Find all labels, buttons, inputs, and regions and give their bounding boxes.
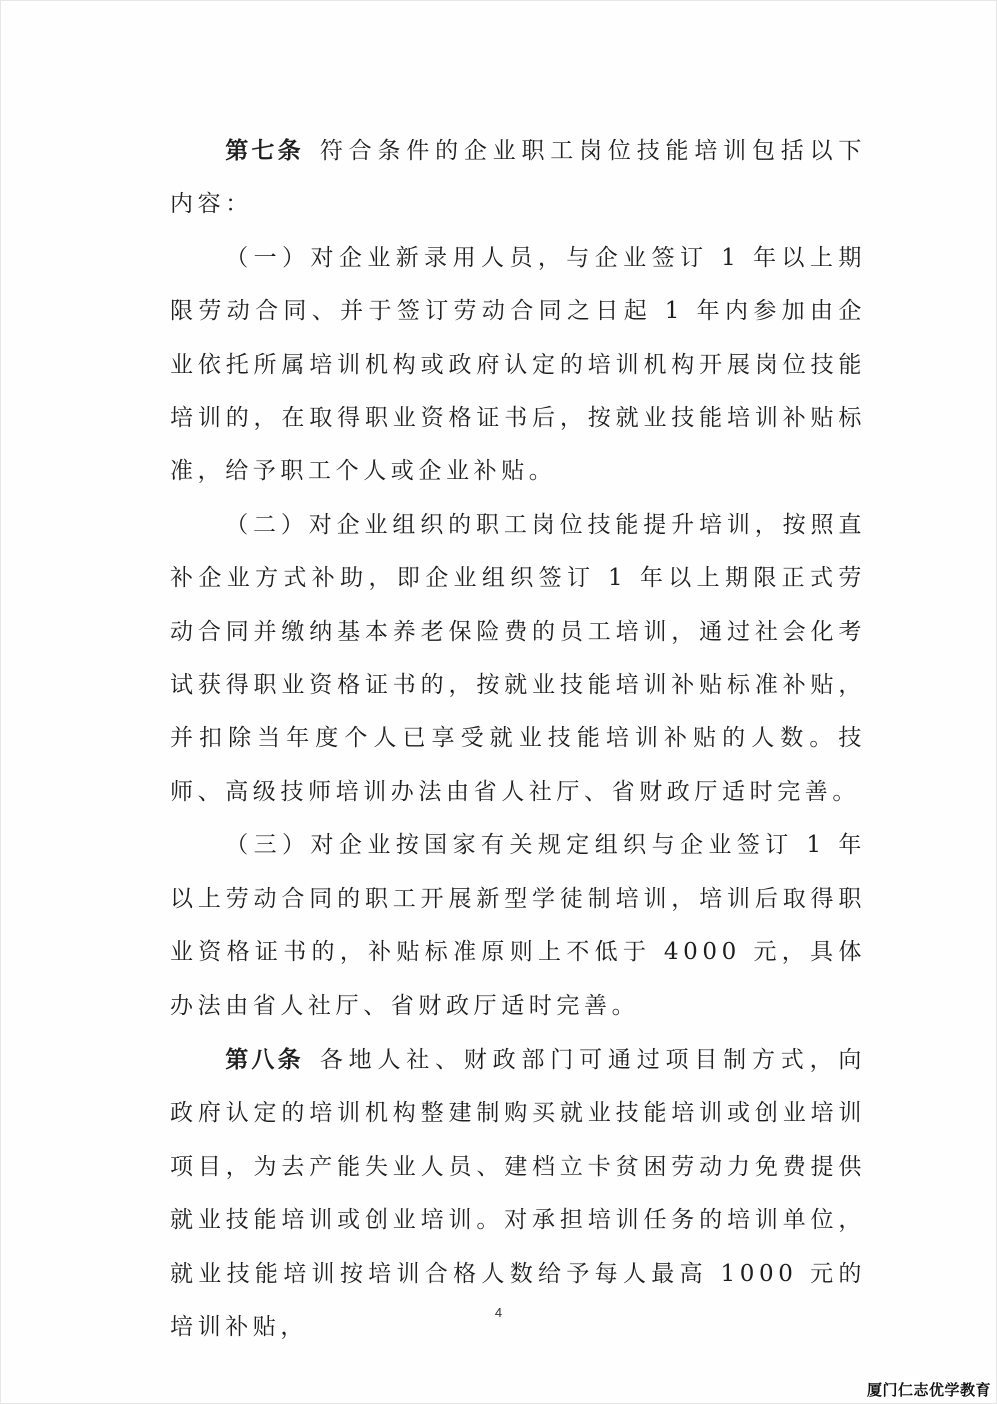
page-number: 4 xyxy=(494,1305,503,1320)
article-7-item-2: （二）对企业组织的职工岗位技能提升培训，按照直补企业方式补助，即企业组织签订 1 年以上期限正式劳动合同并缴纳基本养老保险费的员工培训，通过社会化考试获得职业资格证书的，按就业技能培训补贴标准补贴，并扣除当年度个人已享受就业技能培训补贴的人数。技师、高级技师培训办法由省人社厅、省财政厅适时完善。 xyxy=(170,511,866,805)
article-7-intro xyxy=(170,124,866,232)
article-7-item-3: （三）对企业按国家有关规定组织与企业签订 1 年以上劳动合同的职工开展新型学徒制培训，培训后取得职业资格证书的，补贴标准原则上不低于 4000 元，具体办法由省人社厅、省财政厅适时完善。 xyxy=(170,832,866,1019)
article-8-heading: 第八条 xyxy=(225,1045,304,1073)
article-7-intro-text: 符合条件的企业职工岗位技能培训包括以下内容： xyxy=(170,138,867,218)
article-7-item-1: （一）对企业新录用人员，与企业签订 1 年以上期限劳动合同、并于签订劳动合同之日起 1 年内参加由企业依托所属培训机构或政府认定的培训机构开展岗位技能培训的，在取得职业资格证书后，按就业技能培训补贴标准，给予职工个人或企业补贴。 xyxy=(170,244,866,485)
article-8-text: 各地人社、财政部门可通过项目制方式，向政府认定的培训机构整建制购买就业技能培训或创业培训项目，为去产能失业人员、建档立卡贫困劳动力免费提供就业技能培训或创业培训。对承担培训任务的培训单位，就业技能培训按培训合格人数给予每人最高 1000 元的培训补贴， xyxy=(170,1046,867,1340)
body-text xyxy=(170,124,866,1354)
watermark: 厦门仁志优学教育 xyxy=(863,1377,995,1402)
article-7-heading: 第七条 xyxy=(225,137,304,164)
